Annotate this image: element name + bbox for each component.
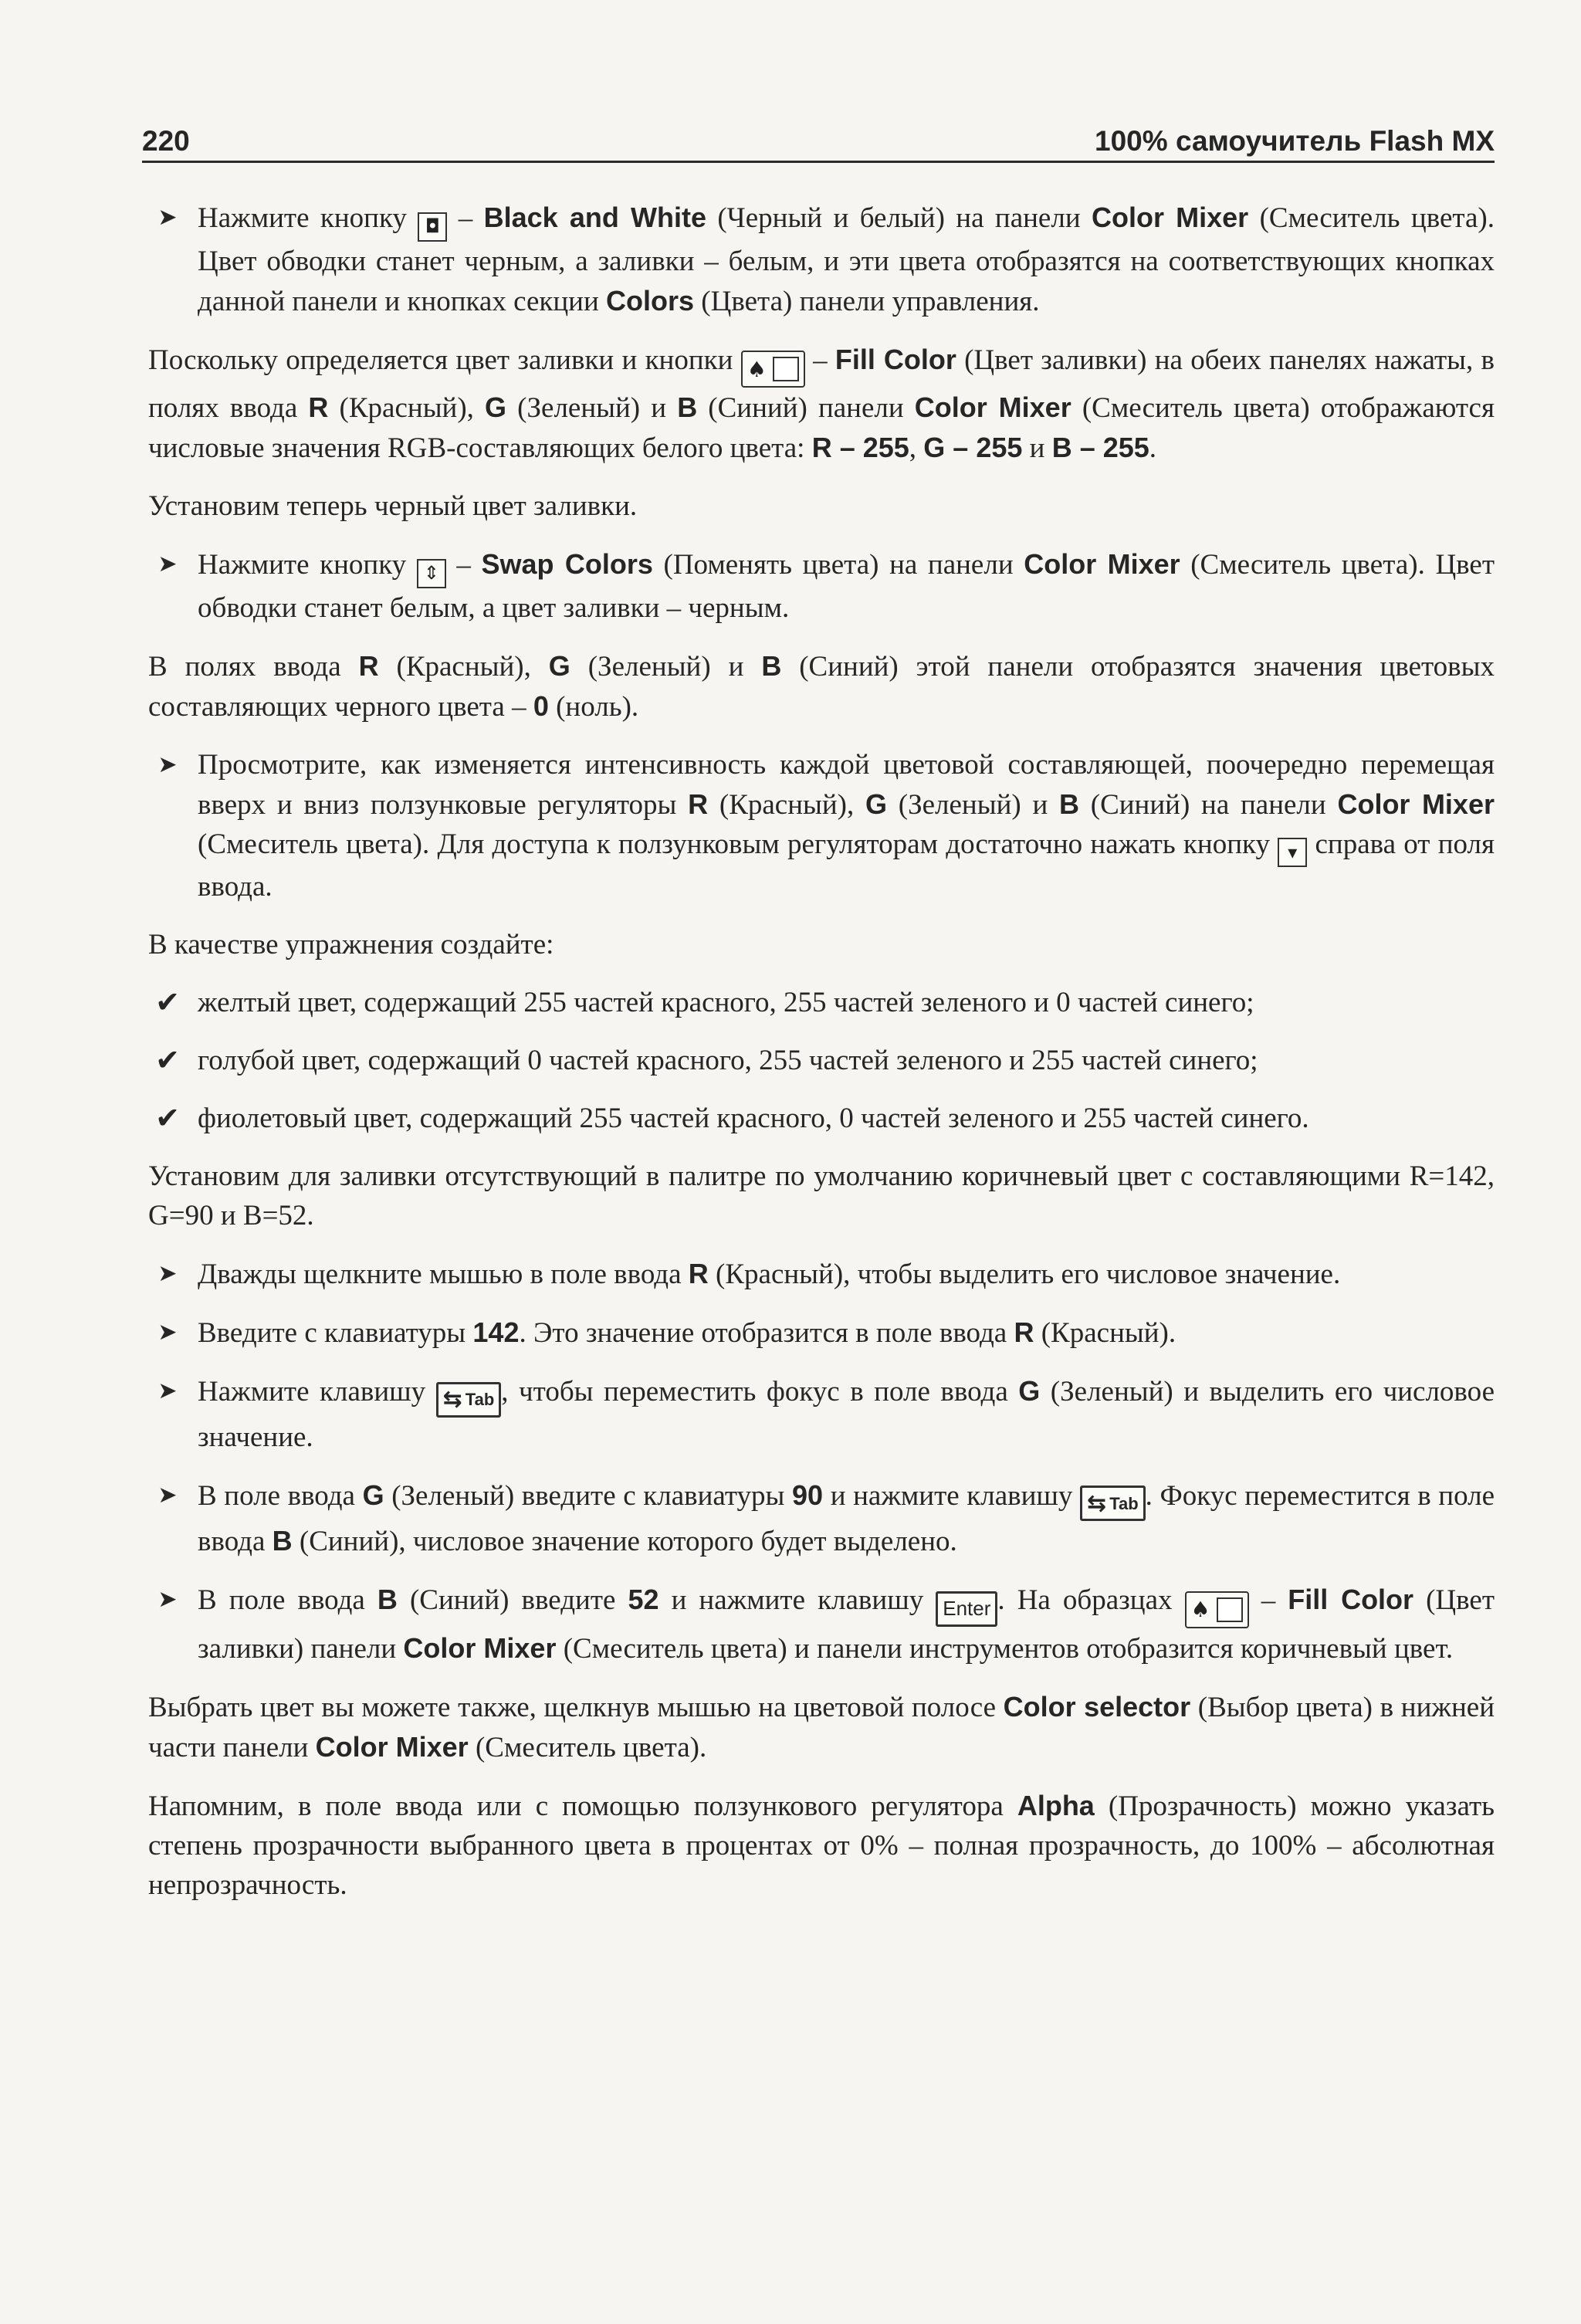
bullet-enter-90: ➤ В поле ввода G (Зеленый) введите с клавиатуры 90 и нажмите клавишу ⇆ Tab . Фокус переместится в поле ввода B (Синий), числовое значение которого будет выделено. — [148, 1475, 1495, 1562]
paragraph-alpha: Напомним, в поле ввода или с помощью ползункового регулятора Alpha (Прозрачность) можно указать степень прозрачности выбранного цвета в процентах от 0% – полная прозрачность, до 100% – абсолютная непрозрачность. — [148, 1789, 1495, 1901]
bullet-swap-colors: ➤ Нажмите кнопку ⇕ – Swap Colors (Поменять цвета) на панели Color Mixer (Смеситель цвета). Цвет обводки станет белым, а цвет заливки – черным. — [148, 544, 1495, 628]
bullet-arrow-icon: ➤ — [157, 1260, 178, 1287]
fill-color-icon — [741, 351, 805, 388]
tab-key-icon: ⇆ Tab — [1080, 1486, 1146, 1521]
black-and-white-icon: ◘ — [418, 212, 447, 242]
paragraph-black-values: В полях ввода R (Красный), G (Зеленый) и B (Синий) этой панели отобразятся значения цветовых составляющих черного цвета – 0 (ноль). — [148, 649, 1495, 723]
bullet-black-and-white: ➤ Нажмите кнопку ◘ – Black and White (Черный и белый) на панели Color Mixer (Смеситель цвета). Цвет обводки станет черным, а заливки – белым, и эти цвета отобразятся на соответствующих кнопках данной панели и кнопках секции Colors (Цвета) панели управления. — [148, 198, 1495, 321]
check-item-violet: ✔ фиолетовый цвет, содержащий 255 частей красного, 0 частей зеленого и 255 частей синего. — [148, 1099, 1495, 1138]
running-header — [142, 117, 1495, 163]
check-item-cyan: ✔ голубой цвет, содержащий 0 частей красного, 255 частей зеленого и 255 частей синего; — [148, 1041, 1495, 1080]
bullet-double-click-r: ➤ Дважды щелкните мышью в поле ввода R (Красный), чтобы выделить его числовое значение. — [148, 1254, 1495, 1294]
checkmark-icon: ✔ — [155, 985, 180, 1019]
paragraph-fill-color: Поскольку определяется цвет заливки и кнопки ♠ – Fill Color (Цвет заливки) на обеих панелях нажаты, в полях ввода R (Красный), G (Зеленый) и B (Синий) панели Color Mixer (Смеситель цвета) отображаются числовые значения RGB-составляющих белого цвета: R – 255, G – 255 и B – 255. — [148, 343, 1495, 464]
paragraph-black-fill: Установим теперь черный цвет заливки. — [148, 490, 638, 522]
bullet-arrow-icon: ➤ — [157, 551, 178, 578]
book-title: 100% самоучитель Flash MX — [1095, 125, 1495, 157]
enter-key-icon: Enter — [936, 1591, 997, 1627]
dropdown-arrow-icon: ▾ — [1278, 838, 1307, 867]
paint-bucket-icon: ♠ — [746, 356, 767, 382]
checkmark-icon: ✔ — [155, 1101, 180, 1135]
bullet-enter-52: ➤ В поле ввода B (Синий) введите 52 и нажмите клавишу Enter . На образцах ♠ – Fill Color (Цвет заливки) панели Color Mixer (Смеситель цвета) и панели инструментов отобразится коричневый цвет. — [148, 1580, 1495, 1668]
page-content — [148, 198, 1495, 1923]
page-number: 220 — [142, 125, 190, 157]
bullet-arrow-icon: ➤ — [157, 1481, 178, 1509]
color-swatch-icon — [1217, 1597, 1243, 1622]
check-item-yellow: ✔ желтый цвет, содержащий 255 частей красного, 255 частей зеленого и 0 частей синего; — [148, 983, 1495, 1022]
bullet-arrow-icon: ➤ — [157, 750, 178, 778]
swap-colors-icon: ⇕ — [417, 559, 446, 588]
bullet-arrow-icon: ➤ — [157, 204, 178, 231]
bullet-arrow-icon: ➤ — [157, 1377, 178, 1404]
tab-key-icon: ⇆ Tab — [436, 1382, 502, 1418]
paint-bucket-icon: ♠ — [1190, 1597, 1210, 1622]
bullet-arrow-icon: ➤ — [157, 1586, 178, 1613]
bullet-sliders: ➤ Просмотрите, как изменяется интенсивность каждой цветовой составляющей, поочередно перемещая вверх и вниз ползунковые регуляторы R (Красный), G (Зеленый) и B (Синий) на панели Color Mixer (Смеситель цвета). Для доступа к ползунковым регуляторам достаточно нажать кнопку ▾ справа от поля ввода. — [148, 745, 1495, 907]
bullet-press-tab: ➤ Нажмите клавишу ⇆ Tab , чтобы переместить фокус в поле ввода G (Зеленый) и выделить его числовое значение. — [148, 1371, 1495, 1457]
checkmark-icon: ✔ — [155, 1043, 180, 1077]
paragraph-brown-color: Установим для заливки отсутствующий в палитре по умолчанию коричневый цвет с составляющими R=142, G=90 и B=52. — [148, 1160, 1495, 1231]
paragraph-color-selector: Выбрать цвет вы можете также, щелкнув мышью на цветовой полосе Color selector (Выбор цвета) в нижней части панели Color Mixer (Смеситель цвета). — [148, 1690, 1495, 1763]
bullet-enter-142: ➤ Введите с клавиатуры 142. Это значение отобразится в поле ввода R (Красный). — [148, 1313, 1495, 1353]
bullet-arrow-icon: ➤ — [157, 1319, 178, 1346]
fill-color-icon — [1185, 1591, 1249, 1628]
paragraph-exercise: В качестве упражнения создайте: — [148, 929, 554, 960]
color-swatch-icon — [773, 357, 799, 381]
